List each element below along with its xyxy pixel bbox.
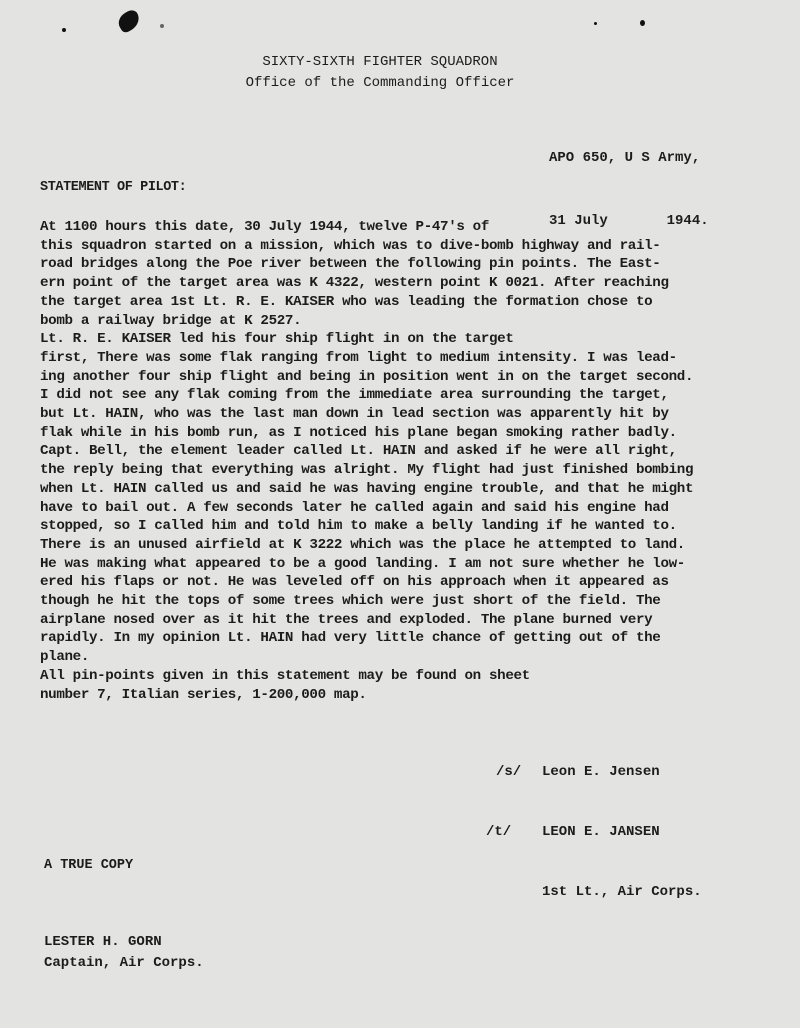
ink-speck bbox=[115, 8, 143, 35]
ink-speck bbox=[160, 24, 164, 28]
date-line: 31 July 1944. bbox=[549, 213, 709, 229]
ink-speck bbox=[594, 22, 597, 25]
ink-speck bbox=[62, 28, 66, 32]
signed-mark: /s/ bbox=[496, 764, 522, 780]
certifier-block bbox=[44, 932, 204, 974]
letterhead bbox=[0, 52, 800, 94]
unit-name: SIXTY-SIXTH FIGHTER SQUADRON bbox=[262, 54, 498, 70]
paragraph-mission: At 1100 hours this date, 30 July 1944, twelve P-47's of this squadron started on a mission, which was to dive-bomb highway and rail- road bridges along the Poe river between the following pin points. The East- ern point of the target area was K 4322, western point K 0021. After reaching the target area 1st Lt. R. E. KAISER who was leading the formation chose to bomb a railway bridge at K 2527. bbox=[40, 219, 669, 329]
typed-mark: /t/ bbox=[486, 824, 512, 840]
signed-name: Leon E. Jensen bbox=[542, 764, 660, 780]
ink-speck bbox=[640, 20, 645, 26]
paragraph-incident: Lt. R. E. KAISER led his four ship flight in on the target first, There was some flak ranging from light to medium intensity. I was lead- ing another four ship flight and being in position went in on the target second. I did not see any flak coming from the immediate area surrounding the target, but Lt. HAIN, who was the last man down in lead section was apparently hit by flak while in his bomb run, as I noticed his plane began smoking rather badly. Capt. Bell, the element leader called Lt. HAIN and asked if he were all right, the reply being that everything was alright. My flight had just finished bombing when Lt. HAIN called us and said he was having engine trouble, and that he might have to bail out. A few seconds later he called again and said his engine had stopped, so I called him and told him to make a belly landing if he wanted to. There is an unused airfield at K 3222 which was the place he attempted to land. He was making what appeared to be a good landing. I am not sure whether he low- ered his flaps or not. He was leveled off on his approach when it appeared as though he hit the tops of some trees which were just short of the field. The airplane nosed over as it hit the trees and exploded. The plane burned very rapidly. In my opinion Lt. HAIN had very little chance of getting out of the plane. bbox=[40, 331, 694, 666]
statement-body bbox=[40, 218, 770, 704]
office-name: Office of the Commanding Officer bbox=[245, 75, 515, 91]
apo-line: APO 650, U S Army, bbox=[549, 150, 701, 166]
signer-rank: 1st Lt., Air Corps. bbox=[542, 884, 702, 900]
statement-title: STATEMENT OF PILOT: bbox=[40, 180, 187, 195]
true-copy-label: A TRUE COPY bbox=[44, 858, 134, 873]
certifier-rank: Captain, Air Corps. bbox=[44, 955, 204, 971]
typed-name: LEON E. JANSEN bbox=[542, 824, 660, 840]
signature-block bbox=[486, 722, 702, 942]
paragraph-map-reference: All pin-points given in this statement may be found on sheet number 7, Italian series, 1-200,000 map. bbox=[40, 667, 530, 703]
certifier-name: LESTER H. GORN bbox=[44, 934, 162, 950]
